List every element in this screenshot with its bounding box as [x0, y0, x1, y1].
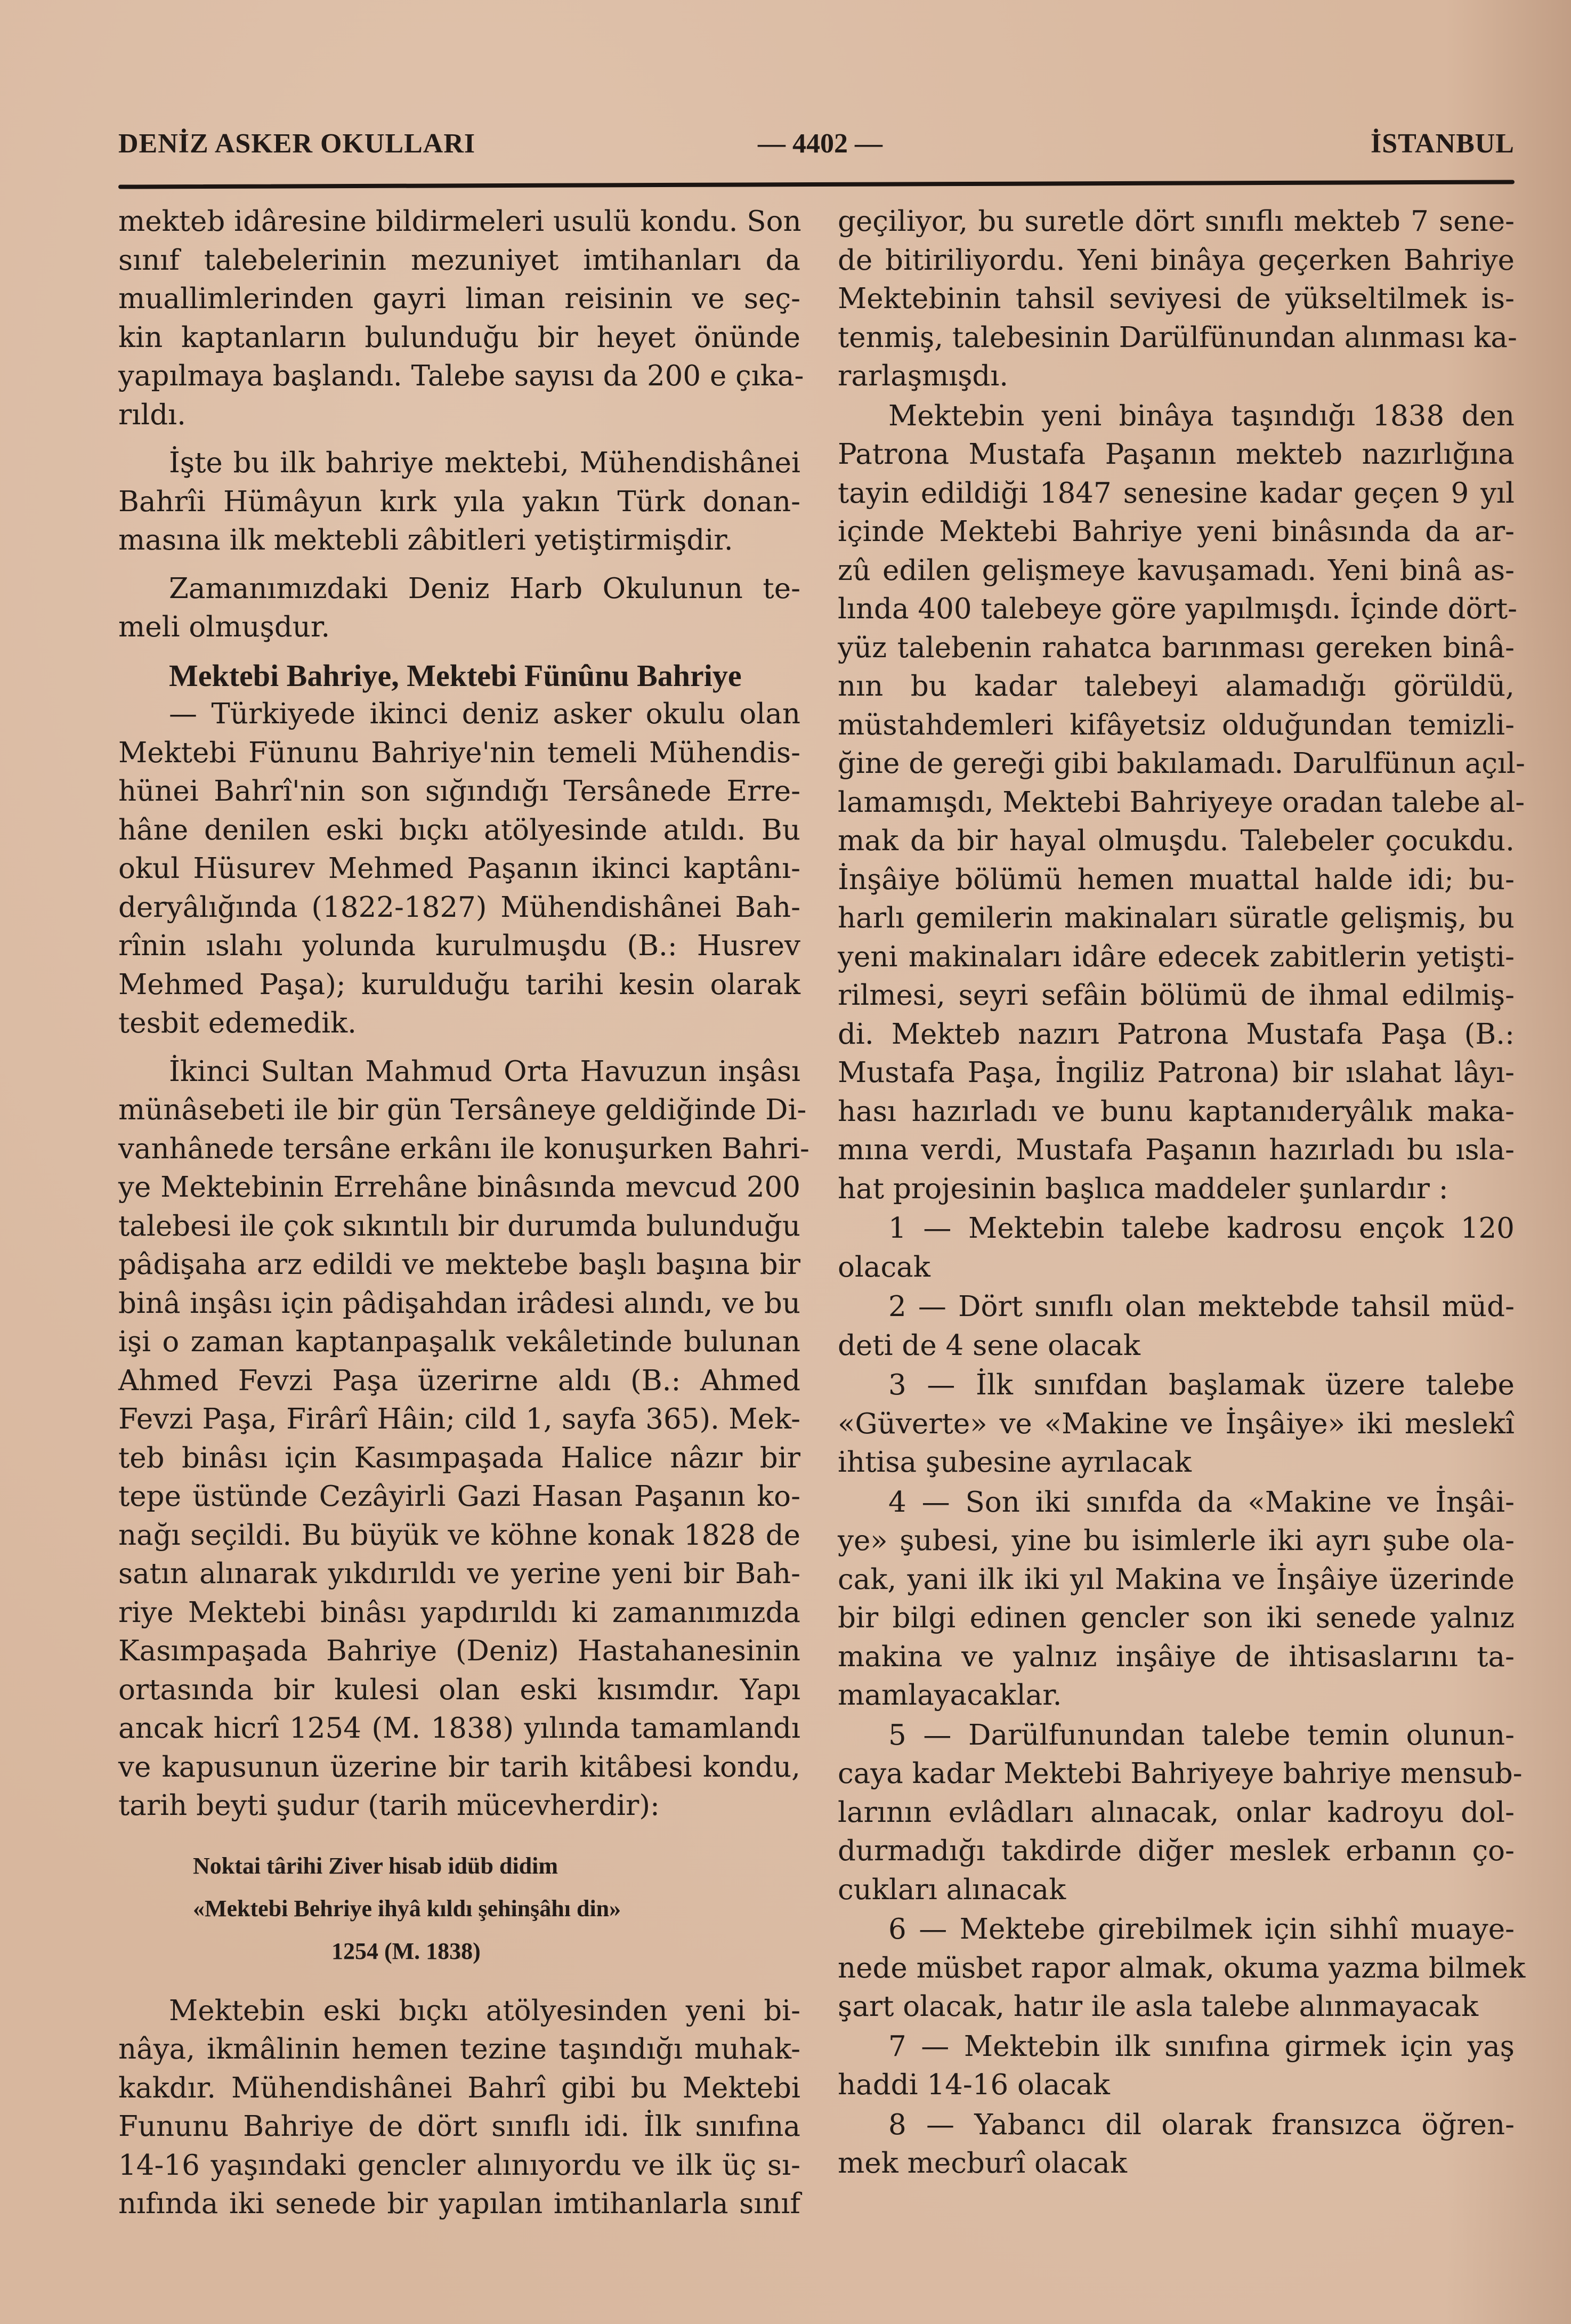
text-line: olacak	[838, 1250, 930, 1284]
text-line: nağı seçildi. Bu büyük ve köhne konak 1828 de	[118, 1519, 800, 1552]
text-line: Patrona Mustafa Paşanın mekteb nazırlığına	[838, 438, 1515, 471]
page-number: — 4402 —	[758, 128, 882, 159]
text-line: di. Mekteb nazırı Patrona Mustafa Paşa (B.:	[838, 1018, 1515, 1051]
text-line: rilmesi, seyri sefâin bölümü de ihmal edilmiş-	[838, 979, 1515, 1012]
text-line: tepe üstünde Cezâyirli Gazi Hasan Paşanın ko-	[118, 1480, 800, 1513]
text-line: ancak hicrî 1254 (M. 1838) yılında tamamlandı	[118, 1712, 800, 1745]
text-line: talebesi ile çok sıkıntılı bir durumda bulunduğu	[118, 1209, 800, 1242]
list-item-start: 2 — Dört sınıflı olan mektebde tahsil müd-	[888, 1290, 1515, 1323]
text-line: İnşâiye bölümü hemen muattal halde idi; bu-	[838, 863, 1515, 896]
inscription-date: 1254 (M. 1838)	[331, 1938, 481, 1964]
paragraph-gap	[118, 560, 800, 570]
text-line: Fununu Bahriye de dört sınıflı idi. İlk sınıfına	[118, 2110, 800, 2143]
text-line: teb binâsı için Kasımpaşada Halice nâzır bir	[118, 1441, 800, 1474]
text-line: harlı gemilerin makinaları süratle gelişmiş, bu	[838, 902, 1515, 934]
text-line: şart olacak, hatır ile asla talebe alınmayacak	[838, 1990, 1479, 2023]
text-line: Bahrîi Hümâyun kırk yıla yakın Türk donan-	[118, 485, 800, 518]
text-line: durmadığı takdirde diğer meslek erbanın ço-	[838, 1835, 1515, 1867]
text-line: tesbit edemedik.	[118, 1007, 357, 1039]
text-line: Zamanımızdaki Deniz Harb Okulunun te-	[169, 572, 800, 605]
text-line: Kasımpaşada Bahriye (Deniz) Hastahanesinin	[118, 1635, 800, 1667]
text-line: mak da bir hayal olmuşdu. Talebeler çocukdu.	[838, 825, 1515, 857]
text-line: satın alınarak yıkdırıldı ve yerine yeni bir Bah-	[118, 1558, 800, 1590]
text-line: de bitiriliyordu. Yeni binâya geçerken Bahriye	[838, 244, 1515, 277]
text-line: işi o zaman kaptanpaşalık vekâletinde bulunan	[118, 1326, 800, 1358]
text-line: içinde Mektebi Bahriye yeni binâsında da ar-	[838, 515, 1515, 548]
text-line: yapılmaya başlandı. Talebe sayısı da 200 e çıka-	[118, 360, 804, 392]
text-line: masına ilk mektebli zâbitleri yetiştirmişdir.	[118, 524, 733, 556]
text-line: İkinci Sultan Mahmud Orta Havuzun inşâsı	[169, 1055, 800, 1088]
text-line: ye» şubesi, yine bu isimlerle iki ayrı şube ola-	[838, 1524, 1515, 1557]
list-item-start: 7 — Mektebin ilk sınıfına girmek için yaş	[888, 2030, 1515, 2063]
text-line: haddi 14-16 olacak	[838, 2069, 1110, 2101]
text-line: hünei Bahrî'nin son sığındığı Tersânede Erre-	[118, 775, 800, 808]
text-line: meli olmuşdur.	[118, 611, 330, 643]
text-line: makina ve yalnız inşâiye de ihtisaslarını ta-	[838, 1640, 1515, 1673]
text-line: nâya, ikmâlinin hemen tezine taşındığı muhak-	[118, 2033, 800, 2065]
text-line: binâ inşâsı için pâdişahdan irâdesi alındı, ve bu	[118, 1287, 800, 1320]
text-line: mek mecburî olacak	[838, 2147, 1127, 2180]
inscription-verse-line: «Mektebi Behriye ihyâ kıldı şehinşâhı din»	[193, 1895, 621, 1922]
text-line: pâdişaha arz edildi ve mektebe başlı başına bir	[118, 1248, 800, 1281]
text-line: mına verdi, Mustafa Paşanın hazırladı bu ısla-	[838, 1134, 1515, 1166]
inscription-verse-line: Noktai târihi Ziver hisab idüb didim	[193, 1852, 558, 1879]
text-line: okul Hüsurev Mehmed Paşanın ikinci kaptânı-	[118, 852, 800, 885]
text-line: Mektebinin tahsil seviyesi de yükseltilmek is-	[838, 283, 1515, 315]
text-line: Fevzi Paşa, Firârî Hâin; cild 1, sayfa 365). Mek-	[118, 1403, 800, 1435]
text-line: ihtisa şubesine ayrılacak	[838, 1446, 1192, 1479]
text-line: rînin ıslahı yolunda kurulmuşdu (B.: Husrev	[118, 930, 800, 962]
list-item-start: 5 — Darülfunundan talebe temin olunun-	[888, 1718, 1515, 1752]
text-line: hası hazırladı ve bunu kaptanıderyâlık maka-	[838, 1095, 1515, 1128]
text-line: Mektebin eski bıçkı atölyesinden yeni bi-	[169, 1994, 800, 2027]
text-line: müstahdemleri kifâyetsiz olduğundan temizli-	[838, 708, 1515, 741]
section-heading: Mektebi Bahriye, Mektebi Fünûnu Bahriye	[169, 658, 742, 693]
text-line: cak, yani ilk iki yıl Makina ve İnşâiye üzerinde	[838, 1563, 1515, 1596]
text-line: sınıf talebelerinin mezuniyet imtihanları da	[118, 244, 800, 277]
text-line: İşte bu ilk bahriye mektebi, Mühendishânei	[169, 447, 800, 479]
right-column	[838, 203, 1526, 2183]
paragraph-gap	[118, 647, 800, 657]
text-line: nıfında iki senede bir yapılan imtihanlarla sınıf	[118, 2188, 800, 2220]
text-line: ortasında bir kulesi olan eski kısımdır. Yapı	[118, 1673, 800, 1706]
header-rule	[118, 180, 1515, 189]
section-place: İSTANBUL	[1370, 128, 1515, 159]
text-line: ye Mektebinin Errehâne binâsında mevcud 200	[118, 1171, 800, 1204]
text-line: mamlayacaklar.	[838, 1679, 1062, 1712]
text-line: muallimlerinden gayri liman reisinin ve seç-	[118, 283, 800, 315]
text-line: geçiliyor, bu suretle dört sınıflı mekteb 7 sene-	[838, 205, 1515, 238]
text-line: ve kapusunun üzerine bir tarih kitâbesi kondu,	[118, 1750, 800, 1784]
text-line: bir bilgi edinen gencler son iki senede yalnız	[838, 1602, 1515, 1634]
text-line: lında 400 talebeye göre yapılmışdı. İçinde dört-	[838, 593, 1518, 625]
text-line: hat projesinin başlıca maddeler şunlardır :	[838, 1172, 1448, 1205]
text-line: Mektebin yeni binâya taşındığı 1838 den	[888, 399, 1515, 432]
text-line: Mektebi Fünunu Bahriye'nin temeli Mühendis-	[118, 736, 800, 769]
list-item-start: 6 — Mektebe girebilmek için sihhî muaye-	[888, 1913, 1515, 1946]
text-line: nede müsbet rapor almak, okuma yazma bilmek	[838, 1951, 1526, 1984]
text-line: yeni makinaları idâre edecek zabitlerin yetişti-	[838, 940, 1515, 973]
left-column	[118, 203, 809, 2224]
text-line: münâsebeti ile bir gün Tersâneye geldiğinde Di-	[118, 1094, 807, 1126]
text-line: nın bu kadar talebeyi alamadığı görüldü,	[838, 670, 1515, 703]
text-line: deti de 4 sene olacak	[838, 1329, 1140, 1362]
paragraph-gap	[118, 434, 800, 444]
page-header	[118, 123, 1515, 171]
text-line: kin kaptanların bulunduğu bir heyet önünde	[118, 321, 800, 354]
text-line: mekteb idâresine bildirmeleri usulü kondu. Son	[118, 205, 801, 238]
paragraph-gap	[118, 1043, 800, 1053]
text-line: riye Mektebi binâsı yapdırıldı ki zamanımızda	[118, 1596, 800, 1629]
text-line: yüz talebenin rahatca barınması gereken binâ-	[838, 631, 1515, 664]
list-item-start: 3 — İlk sınıfdan başlamak üzere talebe	[888, 1369, 1515, 1401]
text-line: hâne denilen eski bıçkı atölyesinde atıldı. Bu	[118, 813, 800, 846]
text-line: Ahmed Fevzi Paşa üzerirne aldı (B.: Ahmed	[118, 1364, 800, 1397]
text-line: kakdır. Mühendishânei Bahrî gibi bu Mektebi	[118, 2071, 800, 2104]
text-line: rarlaşmışdı.	[838, 360, 1009, 392]
text-line: rıldı.	[118, 398, 186, 431]
text-line: larının evlâdları alınacak, onlar kadroyu dol-	[838, 1796, 1515, 1829]
running-title: DENİZ ASKER OKULLARI	[118, 128, 476, 159]
list-item-start: 1 — Mektebin talebe kadrosu ençok 120	[888, 1212, 1515, 1245]
text-line: 14-16 yaşındaki gencler alınıyordu ve ilk üç sı-	[118, 2149, 800, 2182]
text-line: «Güverte» ve «Makine ve İnşâiye» iki meslekî	[838, 1407, 1515, 1440]
text-line: deryâlığında (1822-1827) Mühendishânei Bah-	[118, 891, 800, 924]
text-line: caya kadar Mektebi Bahriyeye bahriye mensub-	[838, 1757, 1523, 1790]
text-line: vanhânede tersâne erkânı ile konuşurken Bahri-	[118, 1132, 809, 1165]
text-line: zû edilen gelişmeye kavuşamadı. Yeni binâ as-	[838, 554, 1515, 587]
text-line: cukları alınacak	[838, 1873, 1066, 1906]
text-line: — Türkiyede ikinci deniz asker okulu olan	[169, 698, 800, 730]
text-line: tarih beyti şudur (tarih mücevherdir):	[118, 1789, 660, 1822]
text-line: ğine de gereği gibi bakılamadı. Darulfünun açıl-	[838, 747, 1525, 780]
text-line: Mehmed Paşa); kurulduğu tarihi kesin olarak	[118, 968, 800, 1001]
text-line: tenmiş, talebesinin Darülfünundan alınması ka-	[838, 321, 1517, 354]
text-line: Mustafa Paşa, İngiliz Patrona) bir ıslahat lâyı-	[838, 1056, 1515, 1089]
list-item-start: 8 — Yabancı dil olarak fransızca öğren-	[888, 2108, 1515, 2141]
list-item-start: 4 — Son iki sınıfda da «Makine ve İnşâi-	[888, 1486, 1515, 1519]
text-line: lamamışdı, Mektebi Bahriyeye oradan talebe al-	[838, 786, 1525, 819]
text-line: tayin edildiği 1847 senesine kadar geçen 9 yıl	[838, 477, 1515, 510]
